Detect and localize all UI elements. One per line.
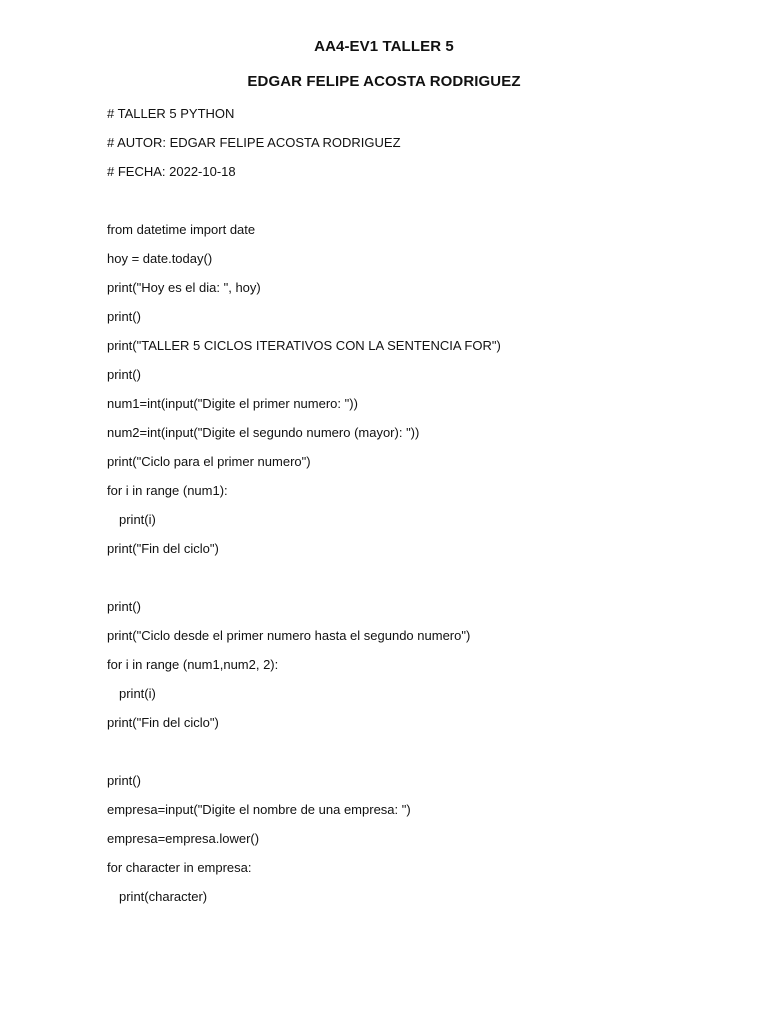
- code-line: print("TALLER 5 CICLOS ITERATIVOS CON LA SENTENCIA FOR"): [107, 338, 501, 353]
- blank-line: [107, 191, 727, 220]
- code-line: for i in range (num1):: [107, 483, 228, 498]
- code-line: # AUTOR: EDGAR FELIPE ACOSTA RODRIGUEZ: [107, 135, 401, 150]
- code-line: num2=int(input("Digite el segundo numero (mayor): ")): [107, 425, 420, 440]
- blank-line: [107, 568, 727, 597]
- code-line-indented: print(character): [119, 889, 208, 904]
- document-author-heading: EDGAR FELIPE ACOSTA RODRIGUEZ: [247, 73, 521, 90]
- blank-line: [107, 742, 727, 771]
- code-line-indented: print(i): [119, 686, 156, 701]
- code-line: print(): [107, 599, 141, 614]
- code-line: from datetime import date: [107, 222, 256, 237]
- document-title: AA4-EV1 TALLER 5: [314, 38, 454, 55]
- code-line-indented: print(i): [119, 512, 156, 527]
- code-line: hoy = date.today(): [107, 251, 213, 266]
- code-line: print("Ciclo para el primer numero"): [107, 454, 311, 469]
- code-line: # TALLER 5 PYTHON: [107, 106, 235, 121]
- code-line: num1=int(input("Digite el primer numero: ")): [107, 396, 358, 411]
- code-line: print("Hoy es el dia: ", hoy): [107, 280, 261, 295]
- code-line: empresa=input("Digite el nombre de una empresa: "): [107, 802, 411, 817]
- code-line: print("Fin del ciclo"): [107, 715, 219, 730]
- code-line: empresa=empresa.lower(): [107, 831, 260, 846]
- code-line: print("Ciclo desde el primer numero hasta el segundo numero"): [107, 628, 471, 643]
- code-line: print(): [107, 309, 141, 324]
- code-line: # FECHA: 2022-10-18: [107, 164, 236, 179]
- code-line: print("Fin del ciclo"): [107, 541, 219, 556]
- code-line: print(): [107, 773, 141, 788]
- code-block: [107, 104, 727, 916]
- code-line: print(): [107, 367, 141, 382]
- code-line: for i in range (num1,num2, 2):: [107, 657, 279, 672]
- code-line: for character in empresa:: [107, 860, 252, 875]
